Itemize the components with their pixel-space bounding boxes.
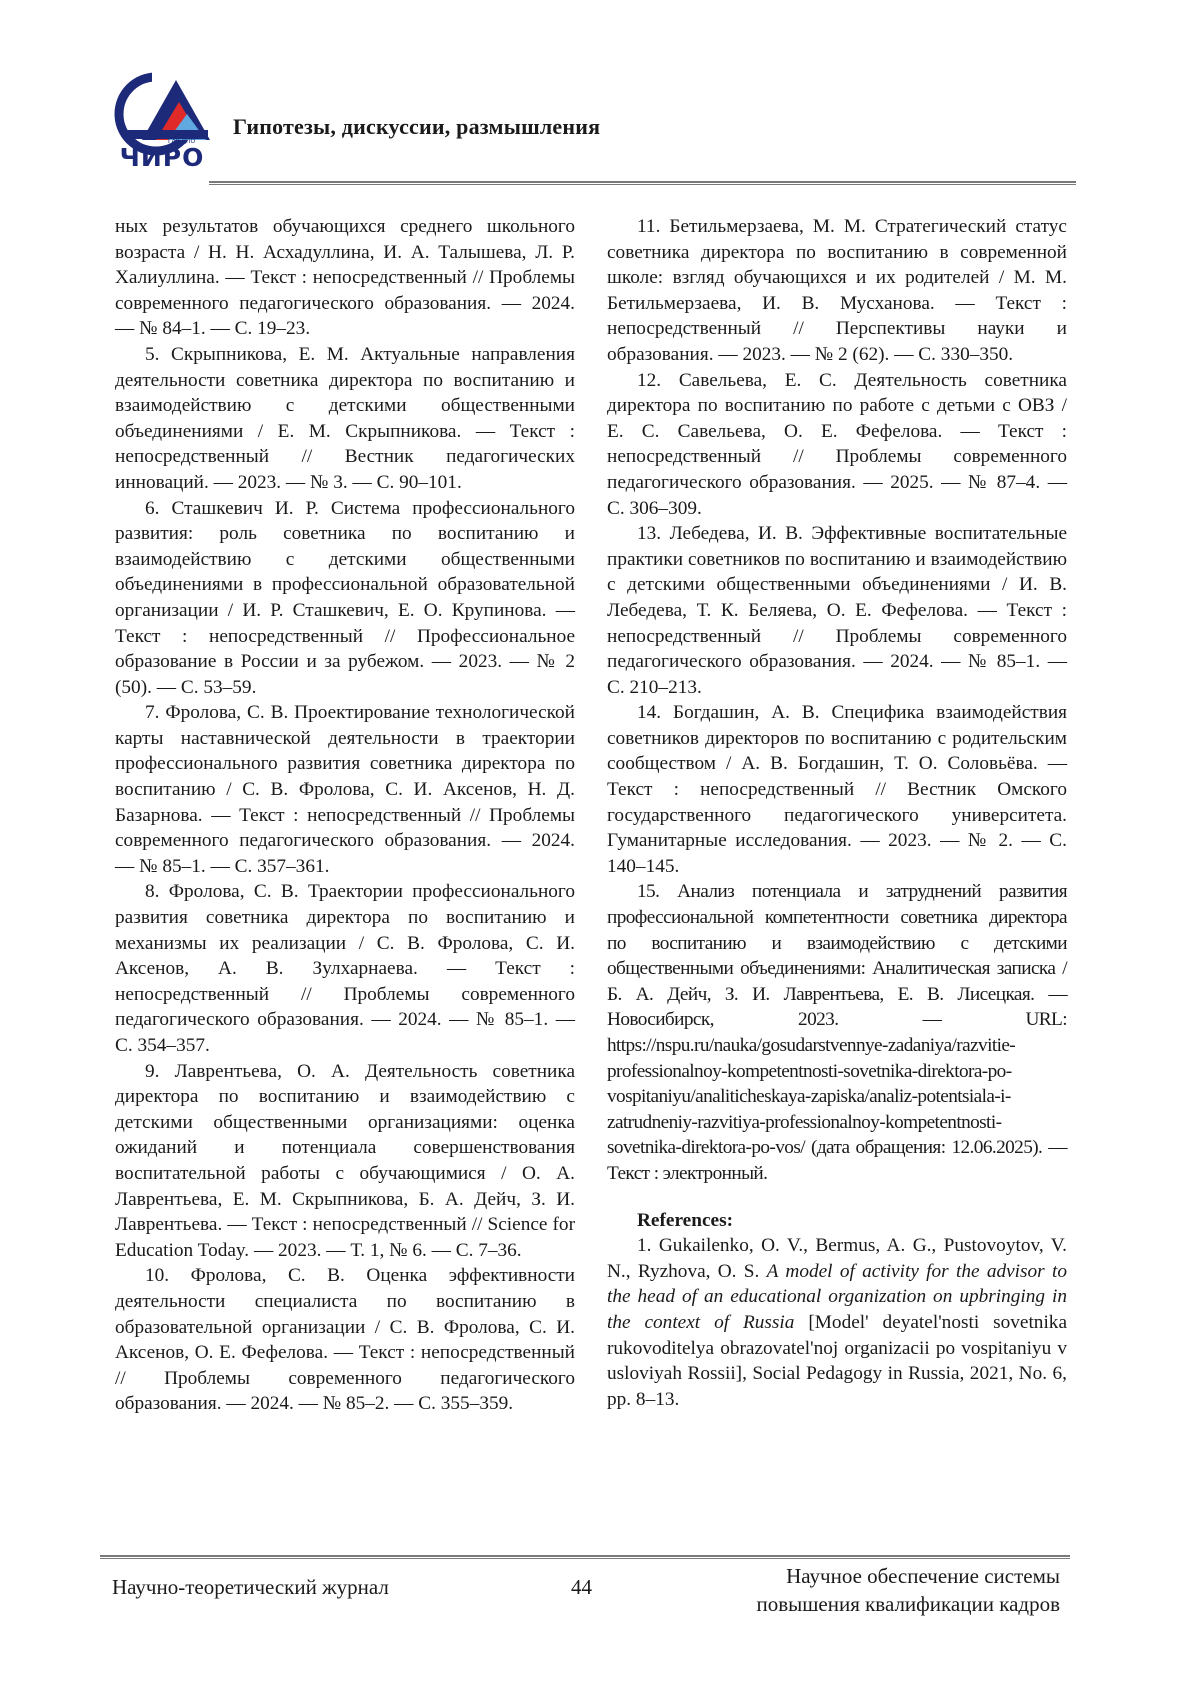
page-number: 44	[571, 1575, 592, 1600]
reference-item: 13. Лебедева, И. В. Эффективные воспитательные практики советников по воспитанию и взаимодействию с детскими общественными объединениями / И. В. Лебедева, Т. К. Беляева, О. Е. Фефелова. — Текст : непосредственный // Проблемы современного педагогического образования. — 2024. — № 85–1. — С. 210–213.	[607, 521, 1067, 700]
reference-item-with-url: 15. Анализ потенциала и затруднений развития профессиональной компетентности советника директора по воспитанию и взаимодействию с детскими общественными объединениями: Аналитическая записка / Б. А. Дейч, З. И. Лаврентьева, Е. В. Лисецкая. — Новосибирск, 2023. — URL: https://nspu.ru/nauka/gosudarstvennye-zadaniya/razvitie-professionalnoy-kompetentnosti-sovetnika-direktora-po-vospitaniyu/analiticheskaya-zapiska/analiz-potentsiala-i-zatrudneniy-razvitiya-professionalnoy-kompetentnosti-sovetnika-direktora-po-vos/ (дата обращения: 12.06.2025). — Текст : электронный.	[607, 879, 1067, 1186]
right-column	[607, 214, 1067, 1412]
reference-item: 12. Савельева, Е. С. Деятельность советника директора по воспитанию по работе с детьми с ОВЗ / Е. С. Савельева, О. Е. Фефелова. — Текст : непосредственный // Проблемы современного педагогического образования. — 2025. — № 87–4. — С. 306–309.	[607, 368, 1067, 522]
reference-item: 9. Лаврентьева, О. А. Деятельность советника директора по воспитанию и взаимодействию с детскими общественными организациями: оценка ожиданий и потенциала совершенствования воспитательной работы с обучающимися / О. А. Лаврентьева, Е. М. Скрыпникова, Б. А. Дейч, З. И. Лаврентьева. — Текст : непосредственный // Science for Education Today. — 2023. — Т. 1, № 6. — С. 7–36.	[115, 1059, 575, 1264]
reference-details: [Model' deyatel'nosti sovetnika rukovoditelya obrazovatel'noj organizacii po vospitaniyu v usloviyah Rossii], Social Pedagogy in Russia, 2021, No. 6, pp. 8–13.	[607, 1312, 1067, 1410]
reference-item: 5. Скрыпникова, Е. М. Актуальные направления деятельности советника директора по воспитанию и взаимодействию с детскими общественными объединениями / Е. М. Скрыпникова. — Текст : непосредственный // Вестник педагогических инноваций. — 2023. — № 3. — С. 90–101.	[115, 342, 575, 496]
journal-title-line1: Научное обеспечение системы	[756, 1562, 1060, 1590]
section-title: Гипотезы, дискуссии, размышления	[233, 114, 600, 140]
header-rule	[209, 181, 1076, 183]
logo-text: ЧИРО	[112, 143, 212, 172]
english-reference-item	[607, 1233, 1067, 1412]
logo-small-text: ГАУ ДПО	[168, 138, 195, 145]
reference-item: 6. Сташкевич И. Р. Система профессионального развития: роль советника по воспитанию и взаимодействию с детскими общественными объединениями в профессиональной образовательной организации / И. Р. Сташкевич, Е. О. Крупинова. — Текст : непосредственный // Профессиональное образование в России и за рубежом. — 2023. — № 2 (50). — С. 53–59.	[115, 496, 575, 701]
footer-rule-thin	[100, 1558, 1070, 1559]
left-column	[115, 214, 575, 1417]
journal-type: Научно-теоретический журнал	[112, 1575, 389, 1600]
reference-authors: 1. Gukailenko, O. V., Bermus, A. G., Pustovoytov, V. N., Ryzhova, O. S.	[607, 1235, 1067, 1282]
reference-item: 14. Богдашин, А. В. Специфика взаимодействия советников директоров по воспитанию с родительским сообществом / А. В. Богдашин, Т. О. Соловьёва. — Текст : непосредственный // Вестник Омского государственного педагогического университета. Гуманитарные исследования. — 2023. — № 2. — С. 140–145.	[607, 700, 1067, 879]
journal-title-line2: повышения квалификации кадров	[756, 1590, 1060, 1618]
reference-item: 8. Фролова, С. В. Траектории профессионального развития советника директора по воспитанию и механизмы их реализации / С. В. Фролова, С. И. Аксенов, А. В. Зулхарнаева. — Текст : непосредственный // Проблемы современного педагогического образования. — 2024. — № 85–1. — С. 354–357.	[115, 879, 575, 1058]
reference-item: 7. Фролова, С. В. Проектирование технологической карты наставнической деятельности в траектории профессионального развития советника директора по воспитанию / С. В. Фролова, С. И. Аксенов, Н. Д. Базарнова. — Текст : непосредственный // Проблемы современного педагогического образования. — 2024. — № 85–1. — С. 357–361.	[115, 700, 575, 879]
reference-item: ных результатов обучающихся среднего школьного возраста / Н. Н. Асхадуллина, И. А. Талышева, Л. Р. Халиуллина. — Текст : непосредственный // Проблемы современного педагогического образования. — 2024. — № 84–1. — С. 19–23.	[115, 214, 575, 342]
footer-rule	[100, 1555, 1070, 1557]
reference-title: A model of activity for the advisor to the head of an educational organization on upbringing in the context of Russia	[607, 1261, 1067, 1333]
reference-item: 10. Фролова, С. В. Оценка эффективности деятельности специалиста по воспитанию в образовательной организации / С. В. Фролова, С. И. Аксенов, О. Е. Фефелова. — Текст : непосредственный // Проблемы современного педагогического образования. — 2024. — № 85–2. — С. 355–359.	[115, 1263, 575, 1417]
references-heading: References:	[607, 1208, 1067, 1234]
reference-item: 11. Бетильмерзаева, М. М. Стратегический статус советника директора по воспитанию в современной школе: взгляд обучающихся и их родителей / М. М. Бетильмерзаева, И. В. Мусханова. — Текст : непосредственный // Перспективы науки и образования. — 2023. — № 2 (62). — С. 330–350.	[607, 214, 1067, 368]
journal-title	[756, 1562, 1060, 1618]
header-rule-thin	[209, 184, 1076, 185]
